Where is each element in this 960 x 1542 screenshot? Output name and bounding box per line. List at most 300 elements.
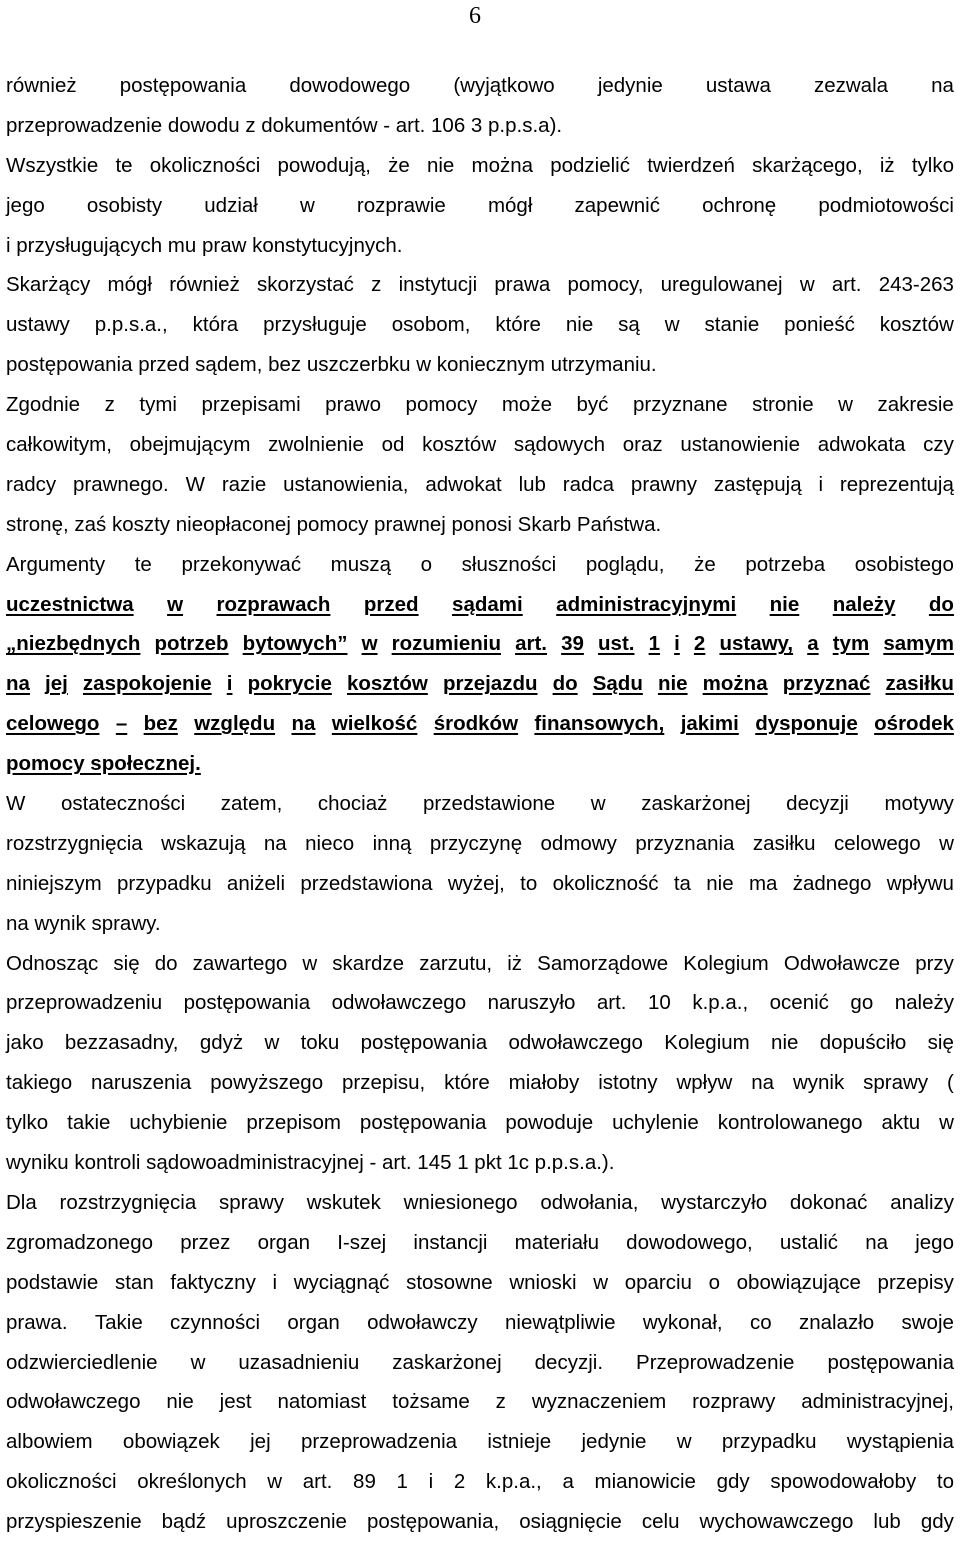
- word: istnieje: [487, 1430, 552, 1454]
- text-line: postępowania przed sądem, bez uszczerbku w koniecznym utrzymaniu.: [6, 353, 657, 377]
- word: względu: [194, 712, 276, 736]
- word: zastępują: [713, 472, 802, 496]
- text-line: [6, 1263, 954, 1303]
- word: inną: [372, 831, 412, 855]
- word: stosowne: [406, 1270, 493, 1294]
- text-line-emphasis: [6, 624, 954, 664]
- word: faktyczny: [170, 1270, 256, 1294]
- word: Samorządowe: [537, 951, 669, 975]
- word: administracyjnej,: [801, 1390, 954, 1414]
- word: celu: [641, 1510, 680, 1534]
- word: k.p.a.,: [485, 1470, 542, 1494]
- word: motywy: [884, 792, 954, 816]
- word: również: [169, 273, 240, 297]
- text-line: [6, 1382, 954, 1422]
- word: –: [115, 712, 128, 736]
- word: bądź: [161, 1510, 207, 1534]
- word: wniesionego: [403, 1190, 518, 1214]
- word: wychowawczego: [699, 1510, 854, 1534]
- word: w: [267, 1470, 283, 1494]
- word: zgromadzonego: [6, 1230, 154, 1254]
- word: na: [291, 712, 316, 736]
- word: przypadku: [721, 1430, 817, 1454]
- word: przy: [915, 951, 954, 975]
- word: uczestnictwa: [6, 592, 134, 616]
- word: przepisom: [246, 1111, 341, 1135]
- word: zawartego: [192, 951, 288, 975]
- word: powoduje: [505, 1111, 594, 1135]
- word: tym: [832, 632, 870, 656]
- word: nie: [426, 153, 455, 177]
- word: o: [420, 552, 433, 576]
- word: nie: [565, 313, 594, 337]
- text-line: [6, 1303, 954, 1343]
- word: te: [115, 153, 133, 177]
- word: jej: [250, 1430, 271, 1454]
- word: iż: [879, 153, 895, 177]
- word: twierdzeń: [647, 153, 735, 177]
- text-line: [6, 1023, 954, 1063]
- word: które: [444, 1071, 490, 1095]
- word: ustanowienie: [680, 433, 800, 457]
- word: okoliczności: [6, 1470, 117, 1494]
- word: na: [263, 831, 287, 855]
- word: jakimi: [680, 712, 739, 736]
- word: odzwierciedlenie: [6, 1350, 158, 1374]
- text-line-emphasis: [6, 704, 954, 744]
- word: na: [6, 672, 30, 696]
- word: analizy: [890, 1190, 954, 1214]
- word: samym: [883, 632, 954, 656]
- word: Sądu: [592, 672, 643, 696]
- word: jedynie: [581, 1430, 647, 1454]
- word: p.p.s.a.,: [94, 313, 168, 337]
- word: w: [939, 831, 954, 855]
- word: postępowania: [360, 1031, 488, 1055]
- word: w: [190, 1350, 206, 1374]
- text-line: [6, 545, 954, 585]
- word: (: [947, 1071, 954, 1095]
- text-line: na wynik sprawy.: [6, 911, 161, 935]
- word: 1: [648, 632, 660, 656]
- word: bytowych”: [242, 632, 348, 656]
- word: która: [192, 313, 239, 337]
- word: rozprawy: [692, 1390, 776, 1414]
- word: czynności: [170, 1310, 261, 1334]
- word: albowiem: [6, 1430, 93, 1454]
- word: Kolegium: [664, 1031, 750, 1055]
- word: Wszystkie: [6, 153, 99, 177]
- word: organ: [287, 1310, 340, 1334]
- word: można: [471, 153, 534, 177]
- word: ustawy,: [719, 632, 794, 656]
- word: adwokat: [425, 472, 502, 496]
- word: w: [299, 193, 315, 217]
- word: osobom,: [391, 313, 471, 337]
- word: nie: [769, 592, 800, 616]
- word: Takie: [94, 1310, 143, 1334]
- word: przyznane: [632, 393, 728, 417]
- word: do: [552, 672, 578, 696]
- word: kosztów: [879, 313, 954, 337]
- word: wyznaczeniem: [531, 1390, 667, 1414]
- word: bezzasadny,: [64, 1031, 179, 1055]
- word: ustanowienia,: [283, 472, 409, 496]
- word: rozstrzygnięcia: [59, 1190, 197, 1214]
- word: obejmującym: [129, 433, 251, 457]
- word: radcy: [6, 472, 57, 496]
- word: w: [590, 792, 606, 816]
- word: skorzystać: [257, 273, 354, 297]
- word: zaspokojenie: [82, 672, 212, 696]
- word: art.: [515, 632, 547, 656]
- word: jako: [6, 1031, 44, 1055]
- word: przekonywać: [181, 552, 302, 576]
- word: Skarżący: [6, 273, 91, 297]
- word: gdyż: [199, 1031, 244, 1055]
- word: kontrolowanego: [717, 1111, 863, 1135]
- word: celowego: [834, 831, 921, 855]
- word: co: [749, 1310, 772, 1334]
- word: nie: [657, 672, 688, 696]
- word: przedstawione: [422, 792, 556, 816]
- word: z: [495, 1390, 506, 1414]
- word: adwokata: [817, 433, 906, 457]
- word: to: [936, 1470, 954, 1494]
- text-line: [6, 186, 954, 226]
- word: wpływ: [676, 1071, 733, 1095]
- word: kosztów: [422, 433, 497, 457]
- word: i: [272, 1270, 278, 1294]
- word: czy: [923, 433, 954, 457]
- word: zatem,: [220, 792, 283, 816]
- word: słuszności: [461, 552, 557, 576]
- word: jej: [45, 672, 68, 696]
- word: odwoławczego: [6, 1390, 141, 1414]
- word: 2: [693, 632, 706, 656]
- word: powodują,: [277, 153, 371, 177]
- word: celowego: [6, 712, 100, 736]
- word: przeprowadzenia: [300, 1430, 458, 1454]
- word: całkowitym,: [6, 433, 112, 457]
- word: Kolegium: [683, 951, 769, 975]
- word: sprawy: [863, 1071, 929, 1095]
- word: pomocy,: [567, 273, 644, 297]
- word: wskazują: [161, 831, 246, 855]
- word: odwołania,: [540, 1190, 639, 1214]
- text-line: [6, 824, 954, 864]
- word: wykonał,: [642, 1310, 723, 1334]
- word: środków: [433, 712, 519, 736]
- word: rozprawach: [216, 592, 331, 616]
- text-line: [6, 425, 954, 465]
- word: odmowy: [540, 831, 617, 855]
- text-line: przeprowadzenie dowodu z dokumentów - art. 106 3 p.p.s.a).: [6, 113, 563, 137]
- word: jest: [219, 1390, 252, 1414]
- word: na: [931, 74, 954, 97]
- word: naruszyło: [487, 991, 576, 1015]
- word: wskutek: [306, 1190, 381, 1214]
- text-line-emphasis: [6, 585, 954, 625]
- word: uzasadnieniu: [238, 1350, 360, 1374]
- word: być: [576, 393, 609, 417]
- word: obowiązek: [122, 1430, 220, 1454]
- word: rozstrzygnięcia: [6, 831, 143, 855]
- word: tymi: [139, 393, 177, 417]
- word: dopuściło: [819, 1031, 907, 1055]
- word: o: [708, 1270, 720, 1294]
- word: 2: [453, 1470, 466, 1494]
- word: spowodowałoby: [770, 1470, 917, 1494]
- word: to: [520, 871, 538, 895]
- word: mianowicie: [594, 1470, 696, 1494]
- word: przedstawiona: [300, 871, 433, 895]
- text-line: [6, 1103, 954, 1143]
- word: prawny: [630, 472, 698, 496]
- word: tożsame: [392, 1390, 470, 1414]
- word: przez: [180, 1230, 231, 1254]
- word: swoje: [901, 1310, 954, 1334]
- word: 39: [561, 632, 584, 656]
- word: na: [865, 1230, 889, 1254]
- word: lub: [518, 472, 546, 496]
- word: sądami: [452, 592, 523, 616]
- word: wystarczyło: [661, 1190, 768, 1214]
- word: może: [501, 393, 552, 417]
- text-line: [6, 944, 954, 984]
- word: poglądu,: [585, 552, 665, 576]
- word: Przeprowadzenie: [636, 1350, 795, 1374]
- word: stanie: [704, 313, 760, 337]
- word: przepisu,: [342, 1071, 426, 1095]
- word: ocenić: [769, 991, 829, 1015]
- word: i: [674, 632, 680, 656]
- word: przyznać: [782, 672, 871, 696]
- word: prawa: [494, 273, 551, 297]
- page-number: 6: [469, 3, 481, 29]
- word: w: [939, 1111, 954, 1135]
- word: I-szej: [337, 1230, 387, 1254]
- word: go: [850, 991, 874, 1015]
- word: (wyjątkowo: [453, 74, 555, 97]
- word: pomocy: [405, 393, 478, 417]
- word: należy: [832, 592, 896, 616]
- word: odwoławczy: [367, 1310, 478, 1334]
- word: ustawa: [705, 74, 771, 97]
- word: postępowania: [827, 1350, 954, 1374]
- word: finansowych,: [534, 712, 665, 736]
- word: iż: [507, 951, 523, 975]
- word: aktu: [881, 1111, 921, 1135]
- word: mógł: [107, 273, 152, 297]
- word: w: [799, 273, 815, 297]
- word: bez: [143, 712, 178, 736]
- word: zakresie: [877, 393, 954, 417]
- word: W: [6, 792, 26, 816]
- word: 243-263: [878, 273, 954, 297]
- word: zarzutu,: [419, 951, 493, 975]
- word: z: [104, 393, 115, 417]
- word: i: [818, 472, 824, 496]
- text-line: [6, 1462, 954, 1502]
- word: a: [562, 1470, 574, 1494]
- word: odwoławczego: [508, 1031, 643, 1055]
- word: radca: [562, 472, 615, 496]
- word: do: [154, 951, 178, 975]
- word: przyczynę: [429, 831, 523, 855]
- word: 10: [648, 991, 671, 1015]
- word: przejazdu: [442, 672, 538, 696]
- word: w: [838, 393, 853, 417]
- word: ta: [673, 871, 691, 895]
- word: jego: [6, 193, 45, 217]
- word: nie: [771, 1031, 799, 1055]
- word: prawo: [325, 393, 382, 417]
- word: i: [226, 672, 233, 696]
- word: ostateczności: [60, 792, 186, 816]
- word: lub: [873, 1510, 901, 1534]
- word: osobistego: [854, 552, 954, 576]
- word: osobisty: [86, 193, 163, 217]
- word: w: [264, 1031, 280, 1055]
- word: art.: [831, 273, 862, 297]
- word: ustawy: [6, 313, 70, 337]
- word: k.p.a.,: [692, 991, 749, 1015]
- word: sądowych: [513, 433, 606, 457]
- word: ponieść: [784, 313, 855, 337]
- text-line: [6, 385, 954, 425]
- word: instancji: [413, 1230, 488, 1254]
- word: toku: [300, 1031, 340, 1055]
- word: Dla: [6, 1190, 37, 1214]
- word: odwoławczego: [331, 991, 467, 1015]
- text-line: stronę, zaś koszty nieopłaconej pomocy prawnej ponosi Skarb Państwa.: [6, 512, 662, 536]
- word: niniejszym: [6, 871, 102, 895]
- word: dysponuje: [755, 712, 858, 736]
- text-line: [6, 1223, 954, 1263]
- word: wielkość: [331, 712, 418, 736]
- word: decyzji.: [534, 1350, 604, 1374]
- word: 89: [353, 1470, 376, 1494]
- text-line: [6, 1343, 954, 1383]
- word: obowiązujące: [736, 1270, 861, 1294]
- word: oparciu: [624, 1270, 692, 1294]
- word: naruszenia: [91, 1071, 192, 1095]
- word: prawnego.: [73, 472, 169, 496]
- word: ochronę: [702, 193, 777, 217]
- word: organ: [257, 1230, 310, 1254]
- word: które: [495, 313, 541, 337]
- word: art.: [302, 1470, 333, 1494]
- word: przysługuje: [263, 313, 367, 337]
- word: miałoby: [508, 1071, 580, 1095]
- word: decyzji: [786, 792, 849, 816]
- word: postępowania: [359, 1111, 487, 1135]
- word: zasiłku: [752, 831, 816, 855]
- word: prawa.: [6, 1310, 68, 1334]
- word: 1: [396, 1470, 408, 1494]
- word: takiego: [6, 1071, 73, 1095]
- text-line-emphasis: pomocy społecznej.: [6, 752, 201, 776]
- word: instytucji: [398, 273, 478, 297]
- word: uchylenie: [612, 1111, 699, 1135]
- word: ma: [748, 871, 778, 895]
- word: postępowania: [183, 991, 311, 1015]
- word: w: [593, 1270, 609, 1294]
- word: W: [185, 472, 205, 496]
- word: się: [113, 951, 140, 975]
- word: wyżej,: [447, 871, 505, 895]
- word: w: [167, 592, 184, 616]
- word: administracyjnymi: [556, 592, 737, 616]
- word: wnioski: [509, 1270, 577, 1294]
- word: „niezbędnych: [6, 632, 141, 656]
- word: przepisami: [201, 393, 301, 417]
- word: zapewnić: [574, 193, 660, 217]
- word: jedynie: [597, 74, 663, 97]
- text-line: i przysługujących mu praw konstytucyjnych.: [6, 233, 403, 257]
- word: osiągnięcie: [519, 1510, 622, 1534]
- word: Odwoławcze: [783, 951, 901, 975]
- word: zasiłku: [885, 672, 954, 696]
- text-line-emphasis: [6, 664, 954, 704]
- text-line: [6, 66, 954, 106]
- word: kosztów: [346, 672, 428, 696]
- word: przed: [363, 592, 419, 616]
- word: uproszczenie: [226, 1510, 347, 1534]
- word: muszą: [330, 552, 392, 576]
- word: w: [302, 951, 318, 975]
- text-line: [6, 1502, 954, 1542]
- word: że: [388, 153, 410, 177]
- text-line: [6, 146, 954, 186]
- text-line: [6, 983, 954, 1023]
- text-line: [6, 784, 954, 824]
- word: art.: [596, 991, 627, 1015]
- word: zezwala: [813, 74, 889, 97]
- word: również: [6, 74, 77, 97]
- word: wynik: [792, 1071, 845, 1095]
- word: Odnosząc: [6, 951, 99, 975]
- text-line: [6, 465, 954, 505]
- word: razie: [221, 472, 267, 496]
- word: udział: [204, 193, 258, 217]
- word: a: [807, 632, 819, 656]
- word: podzielić: [550, 153, 630, 177]
- word: uchybienie: [129, 1111, 228, 1135]
- word: postępowania: [119, 74, 247, 97]
- text-line: [6, 864, 954, 904]
- word: i: [428, 1470, 434, 1494]
- word: nie: [166, 1390, 194, 1414]
- word: oraz: [622, 433, 663, 457]
- word: gdy: [920, 1510, 954, 1534]
- word: uregulowanej: [660, 273, 783, 297]
- word: stan: [114, 1270, 154, 1294]
- word: określonych: [137, 1470, 247, 1494]
- word: dowodowego: [289, 74, 411, 97]
- word: te: [134, 552, 152, 576]
- word: z: [371, 273, 382, 297]
- word: wystąpienia: [846, 1430, 954, 1454]
- word: reprezentują: [839, 472, 954, 496]
- word: ustalić: [779, 1230, 838, 1254]
- word: istotny: [598, 1071, 658, 1095]
- word: Argumenty: [6, 552, 106, 576]
- word: są: [618, 313, 640, 337]
- word: należy: [894, 991, 954, 1015]
- word: że: [694, 552, 716, 576]
